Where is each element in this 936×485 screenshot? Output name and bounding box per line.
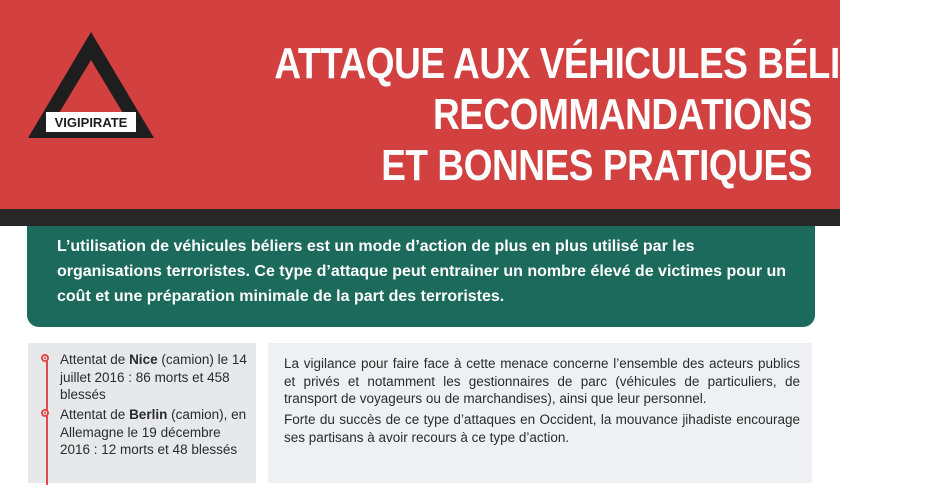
timeline-event-nice	[60, 351, 250, 404]
event-city: Berlin	[129, 407, 168, 422]
timeline-dot-icon	[41, 409, 49, 417]
event-detail: (camion) le 14 juillet 2016 : 86 morts et 458 blessés	[60, 352, 247, 402]
page-title	[274, 38, 936, 191]
attack-timeline-panel	[28, 343, 256, 483]
header-banner	[0, 0, 936, 209]
vigipirate-logo	[26, 30, 156, 142]
header-divider-bar	[0, 209, 840, 226]
event-prefix: Attentat de	[60, 407, 130, 422]
timeline-line	[46, 355, 48, 485]
logo-label: VIGIPIRATE	[54, 115, 128, 130]
timeline-dot-icon	[41, 354, 49, 362]
intro-text: L’utilisation de véhicules béliers est un mode d’action de plus en plus utilisé par les organisations terroristes. Ce type d’attaque peut entrainer un nombre élevé de victimes pour un coût et une préparation minimale de la part des terroristes.	[57, 238, 787, 305]
title-line-2: RECOMMANDATIONS	[432, 90, 812, 139]
event-detail: (camion), en Allemagne le 19 décembre 2016 : 12 morts et 48 blessés	[60, 407, 247, 457]
timeline-event-berlin	[60, 406, 250, 459]
jihadist-paragraph: Forte du succès de ce type d’attaques en Occident, la mouvance jihadiste encourage ses partisans à avoir recours à ce type d’action.	[284, 412, 800, 445]
title-line-3: ET BONNES PRATIQUES	[381, 141, 812, 190]
intro-panel	[27, 226, 815, 327]
title-line-1: ATTAQUE AUX VÉHICULES BÉLIERS :	[274, 39, 936, 88]
event-city: Nice	[129, 352, 158, 367]
vigilance-paragraph: La vigilance pour faire face à cette menace concerne l’ensemble des acteurs publics et privés et notamment les gestionnaires de parc (véhicules de particuliers, de transport de voyageurs ou de marchandises), ainsi que leur personnel.	[284, 356, 800, 406]
vigilance-panel	[268, 343, 812, 483]
event-prefix: Attentat de	[60, 352, 130, 367]
